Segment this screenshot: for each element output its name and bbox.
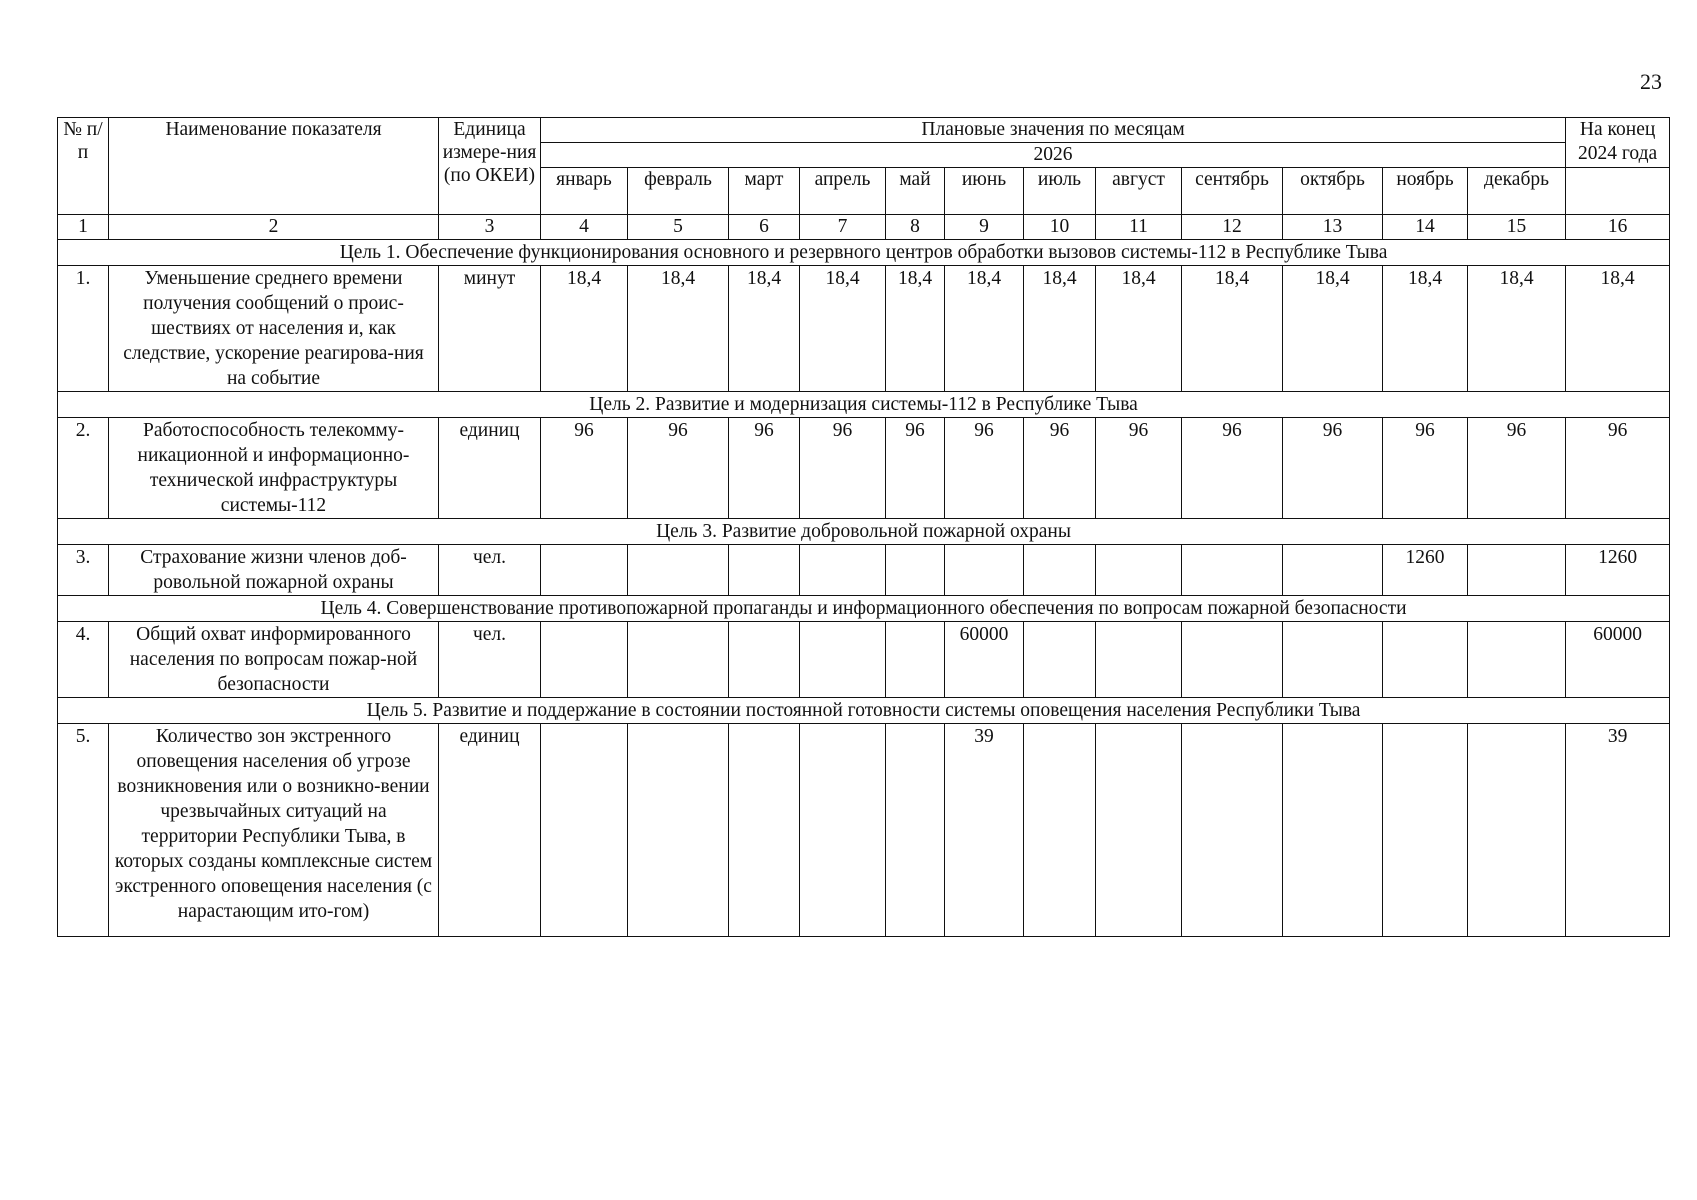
column-number: 8 — [886, 215, 945, 240]
month-value: 96 — [945, 418, 1024, 519]
month-header: январь — [541, 168, 628, 215]
column-number: 4 — [541, 215, 628, 240]
month-value: 96 — [800, 418, 886, 519]
month-value — [1383, 724, 1468, 937]
column-number: 5 — [628, 215, 729, 240]
month-value: 18,4 — [886, 266, 945, 392]
month-header: июль — [1024, 168, 1096, 215]
column-number: 10 — [1024, 215, 1096, 240]
month-header: июнь — [945, 168, 1024, 215]
col-header-year: 2026 — [541, 143, 1566, 168]
month-value — [945, 545, 1024, 596]
month-value: 96 — [541, 418, 628, 519]
month-value: 18,4 — [1024, 266, 1096, 392]
month-value — [628, 622, 729, 698]
month-value: 96 — [1182, 418, 1283, 519]
month-header: февраль — [628, 168, 729, 215]
month-value: 18,4 — [945, 266, 1024, 392]
month-value: 18,4 — [729, 266, 800, 392]
indicator-row — [58, 266, 1670, 392]
indicator-name: Количество зон экстренного оповещения населения об угрозе возникновения или о возникно-вении чрезвычайных ситуаций на территории Республики Тыва, в которых созданы комплексные систем экстренного оповещения населения (с нарастающим ито-гом) — [109, 724, 439, 937]
column-number: 13 — [1283, 215, 1383, 240]
goal-title: Цель 4. Совершенствование противопожарной пропаганды и информационного обеспечения по вопросам пожарной безопасности — [58, 596, 1670, 622]
month-header: декабрь — [1468, 168, 1566, 215]
month-value: 60000 — [945, 622, 1024, 698]
end-value: 18,4 — [1566, 266, 1670, 392]
month-value — [1468, 724, 1566, 937]
month-header: май — [886, 168, 945, 215]
month-header: август — [1096, 168, 1182, 215]
month-value: 18,4 — [1182, 266, 1283, 392]
month-header: ноябрь — [1383, 168, 1468, 215]
month-value — [886, 622, 945, 698]
month-value: 18,4 — [541, 266, 628, 392]
indicator-unit: минут — [439, 266, 541, 392]
column-number: 3 — [439, 215, 541, 240]
column-number: 2 — [109, 215, 439, 240]
column-number: 1 — [58, 215, 109, 240]
month-value — [800, 622, 886, 698]
indicator-unit: единиц — [439, 418, 541, 519]
indicator-name: Уменьшение среднего времени получения сообщений о проис-шествиях от населения и, как следствие, ускорение реагирова-ния на событие — [109, 266, 439, 392]
month-value: 96 — [1283, 418, 1383, 519]
month-value: 18,4 — [1468, 266, 1566, 392]
month-value: 18,4 — [1096, 266, 1182, 392]
col-header-unit: Единица измере-ния (по ОКЕИ) — [439, 118, 541, 215]
indicator-row — [58, 622, 1670, 698]
month-value: 18,4 — [1283, 266, 1383, 392]
month-value — [1383, 622, 1468, 698]
end-value: 39 — [1566, 724, 1670, 937]
month-value — [800, 545, 886, 596]
col-header-planned: Плановые значения по месяцам — [541, 118, 1566, 143]
month-header-empty — [1566, 168, 1670, 215]
indicator-unit: чел. — [439, 622, 541, 698]
indicator-row — [58, 418, 1670, 519]
planned-values-table — [57, 117, 1670, 937]
month-value — [1024, 622, 1096, 698]
month-value — [886, 724, 945, 937]
month-value — [886, 545, 945, 596]
month-value — [1283, 724, 1383, 937]
indicator-name: Общий охват информированного населения по вопросам пожар-ной безопасности — [109, 622, 439, 698]
month-value — [1096, 545, 1182, 596]
month-value: 96 — [886, 418, 945, 519]
month-value — [1468, 545, 1566, 596]
month-value: 96 — [1096, 418, 1182, 519]
col-header-name: Наименование показателя — [109, 118, 439, 215]
month-header: октябрь — [1283, 168, 1383, 215]
month-value — [1024, 724, 1096, 937]
indicator-name: Страхование жизни членов доб-ровольной пожарной охраны — [109, 545, 439, 596]
month-value: 18,4 — [800, 266, 886, 392]
month-value — [628, 724, 729, 937]
indicator-number: 3. — [58, 545, 109, 596]
indicator-row — [58, 545, 1670, 596]
indicator-row — [58, 724, 1670, 937]
month-value — [1283, 622, 1383, 698]
month-value — [729, 622, 800, 698]
goal-title: Цель 3. Развитие добровольной пожарной охраны — [58, 519, 1670, 545]
goal-title: Цель 2. Развитие и модернизация системы-112 в Республике Тыва — [58, 392, 1670, 418]
col-header-end-value: На конец 2024 года — [1566, 118, 1670, 168]
column-number: 15 — [1468, 215, 1566, 240]
month-value — [1096, 724, 1182, 937]
col-header-no: № п/п — [58, 118, 109, 215]
month-value — [1182, 724, 1283, 937]
month-header: март — [729, 168, 800, 215]
month-header: сентябрь — [1182, 168, 1283, 215]
indicator-name: Работоспособность телекомму-никационной и информационно-технической инфраструктуры системы-112 — [109, 418, 439, 519]
month-value — [800, 724, 886, 937]
goal-title: Цель 5. Развитие и поддержание в состоянии постоянной готовности системы оповещения населения Республики Тыва — [58, 698, 1670, 724]
month-value — [729, 724, 800, 937]
column-number: 7 — [800, 215, 886, 240]
month-value: 96 — [1468, 418, 1566, 519]
month-value — [541, 545, 628, 596]
month-value — [1096, 622, 1182, 698]
indicator-number: 5. — [58, 724, 109, 937]
column-number: 11 — [1096, 215, 1182, 240]
month-value: 18,4 — [1383, 266, 1468, 392]
month-value: 18,4 — [628, 266, 729, 392]
month-header: апрель — [800, 168, 886, 215]
page-number: 23 — [1640, 69, 1662, 94]
month-value — [628, 545, 729, 596]
indicator-unit: чел. — [439, 545, 541, 596]
month-value — [729, 545, 800, 596]
month-value — [1024, 545, 1096, 596]
month-value: 96 — [729, 418, 800, 519]
end-value: 96 — [1566, 418, 1670, 519]
month-value: 96 — [1024, 418, 1096, 519]
indicator-number: 2. — [58, 418, 109, 519]
month-value: 96 — [628, 418, 729, 519]
indicator-number: 1. — [58, 266, 109, 392]
month-value — [1182, 622, 1283, 698]
month-value — [541, 622, 628, 698]
indicator-number: 4. — [58, 622, 109, 698]
month-value — [1468, 622, 1566, 698]
month-value — [1283, 545, 1383, 596]
month-value: 96 — [1383, 418, 1468, 519]
column-number: 9 — [945, 215, 1024, 240]
column-number: 12 — [1182, 215, 1283, 240]
column-number: 16 — [1566, 215, 1670, 240]
month-value: 1260 — [1383, 545, 1468, 596]
end-value: 60000 — [1566, 622, 1670, 698]
month-value — [541, 724, 628, 937]
end-value: 1260 — [1566, 545, 1670, 596]
column-number: 14 — [1383, 215, 1468, 240]
month-value: 39 — [945, 724, 1024, 937]
month-value — [1182, 545, 1283, 596]
goal-title: Цель 1. Обеспечение функционирования основного и резервного центров обработки вызовов системы-112 в Республике Тыва — [58, 240, 1670, 266]
column-number: 6 — [729, 215, 800, 240]
indicator-unit: единиц — [439, 724, 541, 937]
